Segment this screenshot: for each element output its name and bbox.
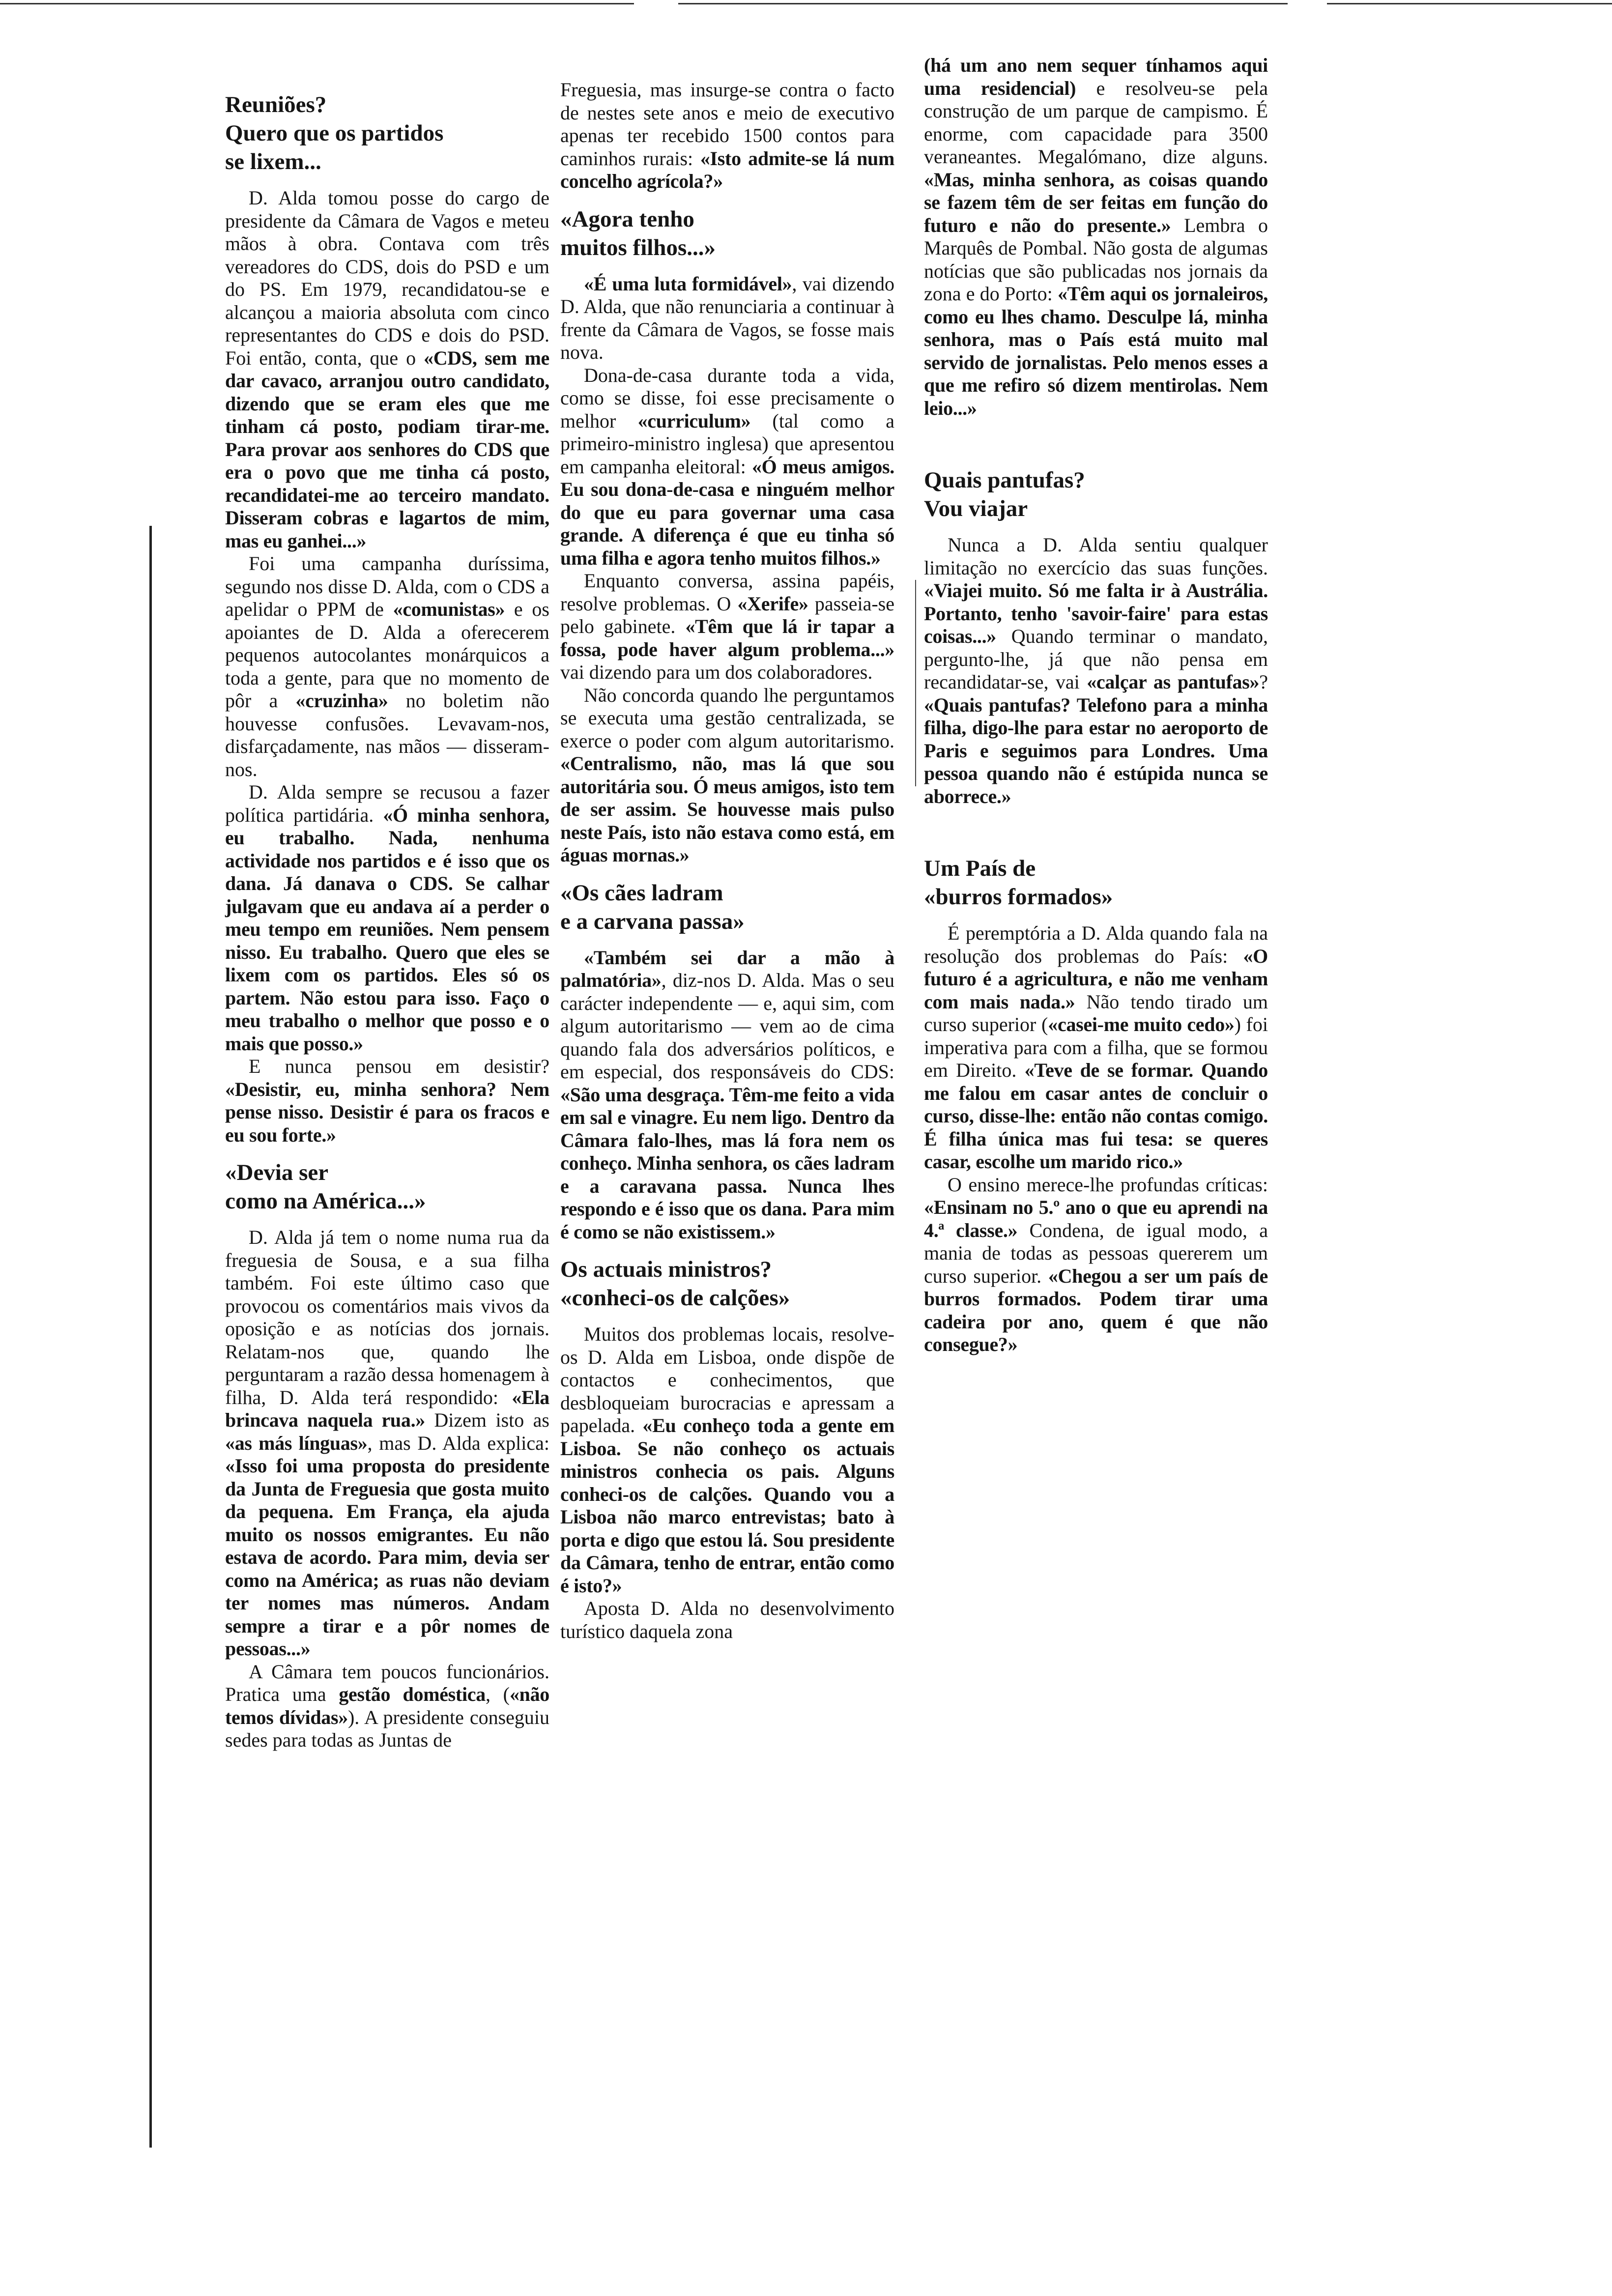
top-rule-2 [678,3,1288,4]
paragraph: D. Alda tomou posse do cargo de presidente da Câmara de Vagos e meteu mãos à obra. Contava com três vereadores do CDS, dois do PSD e um do PS. Em 1979, recandidatou-se e alcançou a maioria absoluta com cinco representantes do CDS e dois do PSD. Foi então, conta, que o «CDS, sem me dar cavaco, arranjou outro candidato, dizendo que se eram eles que me tinham cá posto, podiam tirar-me. Para provar aos senhores do CDS que era o povo que me tinha cá posto, recandidatei-me ao terceiro mandato. Disseram cobras e lagartos de mim, mas eu ganhei...» [225,187,549,552]
spacer [924,420,1268,454]
paragraph: D. Alda sempre se recusou a fazer política partidária. «Ó minha senhora, eu trabalho. Nada, nenhuma actividade nos partidos e é isso que os dana. Já danava o CDS. Se calhar julgavam que eu andava aí a perder o meu tempo em reuniões. Nem pensem nisso. Eu trabalho. Quero que eles se lixem com os partidos. Eles só os partem. Não estou para isso. Faço o meu trabalho o melhor que posso e o mais que posso.» [225,781,549,1055]
column-1 [225,79,549,1752]
paragraph: O ensino merece-lhe profundas críticas: «Ensinam no 5.º ano o que eu aprendi na 4.ª classe.» Condena, de igual modo, a mania de todas as pessoas quererem um curso superior. «Chegou a ser um país de burros formados. Podem tirar uma cadeira por ano, quem é que não consegue?» [924,1173,1268,1355]
column-2 [560,79,894,1643]
heading-america: «Devia ser como na América...» [225,1160,426,1214]
column-3 [924,54,1268,1356]
column-bar-middle [915,580,916,786]
heading-filhos: «Agora tenho muitos filhos...» [560,206,716,260]
paragraph: Enquanto conversa, assina papéis, resolve problemas. O «Xerife» passeia-se pelo gabinete. «Têm que lá ir tapar a fossa, pode haver algum problema...» vai dizendo para um dos colaboradores. [560,570,894,683]
paragraph: «Também sei dar a mão à palmatória», diz-nos D. Alda. Mas o seu carácter independente — e, aqui sim, com algum autoritarismo — vem ao de cima quando fala dos adversários políticos, e em especial, dos responsáveis do CDS: «São uma desgraça. Têm-me feito a vida em sal e vinagre. Eu nem ligo. Dentro da Câmara falo-lhes, mas lá fora nem os conheço. Minha senhora, os cães ladram e a caravana passa. Nunca lhes respondo e é isso que os dana. Para mim é como se não existissem.» [560,946,894,1243]
heading-pantufas: Quais pantufas? Vou viajar [924,467,1085,521]
paragraph: É peremptória a D. Alda quando fala na resolução dos problemas do País: «O futuro é a agricultura, e não me venham com mais nada.» Não tendo tirado um curso superior («casei-me muito cedo») foi imperativa para com a filha, que se formou em Direito. «Teve de se formar. Quando me falou em casar antes de concluir o curso, disse-lhe: então não contas comigo. É filha única mas fui tesa: se queres casar, escolhe um marido rico.» [924,922,1268,1173]
paragraph: «É uma luta formidável», vai dizendo D. Alda, que não renunciaria a continuar à frente da Câmara de Vagos, se fosse mais nova. [560,272,894,363]
paragraph: Aposta D. Alda no desenvolvimento turístico daquela zona [560,1597,894,1642]
heading-ministros: Os actuais ministros? «conheci-os de calções» [560,1257,790,1311]
margin-bar-left [149,526,152,2148]
paragraph: Muitos dos problemas locais, resolve-os D. Alda em Lisboa, onde dispõe de contactos e conhecimentos, que desbloqueiam burocracias e apressam a papelada. «Eu conheço toda a gente em Lisboa. Se não conheço os actuais ministros conhecia os pais. Alguns conheci-os de calções. Quando vou a Lisboa não marco entrevistas; bato à porta e digo que estou lá. Sou presidente da Câmara, tenho de entrar, então como é isto?» [560,1323,894,1597]
top-rule-1 [0,3,634,4]
paragraph: (há um ano nem sequer tínhamos aqui uma residencial) e resolveu-se pela construção de um parque de campismo. É enorme, com capacidade para 3500 veraneantes. Megalómano, dize alguns. «Mas, minha senhora, as coisas quando se fazem têm de ser feitas em função do futuro e não do presente.» Lembra o Marquês de Pombal. Não gosta de algumas notícias que são publicadas nos jornais da zona e do Porto: «Têm aqui os jornaleiros, como eu lhes chamo. Desculpe lá, minha senhora, mas o País está muito mal servido de jornalistas. Pelo menos esses a que me refiro só dizem mentirolas. Nem leio...» [924,54,1268,419]
paragraph: Freguesia, mas insurge-se contra o facto de nestes sete anos e meio de executivo apenas ter recebido 1500 contos para caminhos rurais: «Isto admite-se lá num concelho agrícola?» [560,79,894,192]
paragraph: Não concorda quando lhe perguntamos se executa uma gestão centralizada, se exerce o poder com algum autoritarismo. «Centralismo, não, mas lá que sou autoritária sou. Ó meus amigos, isto tem de ser assim. Se houvesse mais pulso neste País, isto não estava como está, em águas mornas.» [560,684,894,866]
heading-reunioes: Reuniões? Quero que os partidos se lixem... [225,92,444,174]
paragraph: Nunca a D. Alda sentiu qualquer limitação no exercício das suas funções. «Viajei muito. Só me falta ir à Austrália. Portanto, tenho 'savoir-faire' para estas coisas...» Quando terminar o mandato, pergunto-lhe, já que não pensa em recandidatar-se, vai «calçar as pantufas»? «Quais pantufas? Telefono para a minha filha, digo-lhe para estar no aeroporto de Paris e seguimos para Londres. Uma pessoa quando não é estúpida nunca se aborrece.» [924,534,1268,807]
heading-caes: «Os cães ladram e a carvana passa» [560,880,745,934]
paragraph: D. Alda já tem o nome numa rua da freguesia de Sousa, e a sua filha também. Foi este último caso que provocou os comentários mais vivos da oposição e as notícias dos jornais. Relatam-nos que, quando lhe perguntaram a razão dessa homenagem à filha, D. Alda terá respondido: «Ela brincava naquela rua.» Dizem isto as «as más línguas», mas D. Alda explica: «Isso foi uma proposta do presidente da Junta de Freguesia que gosta muito da pequena. Em França, ela ajuda muito os nossos emigrantes. Eu não estava de acordo. Para mim, devia ser como na América; as ruas não deviam ter nomes mas números. Andam sempre a tirar e a pôr nomes de pessoas...» [225,1226,550,1660]
spacer [924,808,1268,842]
paragraph: Dona-de-casa durante toda a vida, como se disse, foi esse precisamente o melhor «curriculum» (tal como a primeiro-ministro inglesa) que apresentou em campanha eleitoral: «Ó meus amigos. Eu sou dona-de-casa e ninguém melhor do que eu para governar uma casa grande. A diferença é que eu tinha só uma filha e agora tenho muitos filhos.» [560,364,894,569]
paragraph: E nunca pensou em desistir? «Desistir, eu, minha senhora? Nem pense nisso. Desistir é para os fracos e eu sou forte.» [225,1055,549,1146]
top-rule-3 [1327,3,1612,4]
paragraph: A Câmara tem poucos funcionários. Pratica uma gestão doméstica, («não temos dívidas»). A presidente conseguiu sedes para todas as Juntas de [225,1660,550,1751]
paragraph: Foi uma campanha duríssima, segundo nos disse D. Alda, com o CDS a apelidar o PPM de «comunistas» e os apoiantes de D. Alda a oferecerem pequenos autocolantes monárquicos a toda a gente, para que no momento de pôr a «cruzinha» no boletim não houvesse confusões. Levavam-nos, disfarçadamente, nas mãos — disseram-nos. [225,552,549,780]
heading-burros: Um País de «burros formados» [924,856,1113,910]
